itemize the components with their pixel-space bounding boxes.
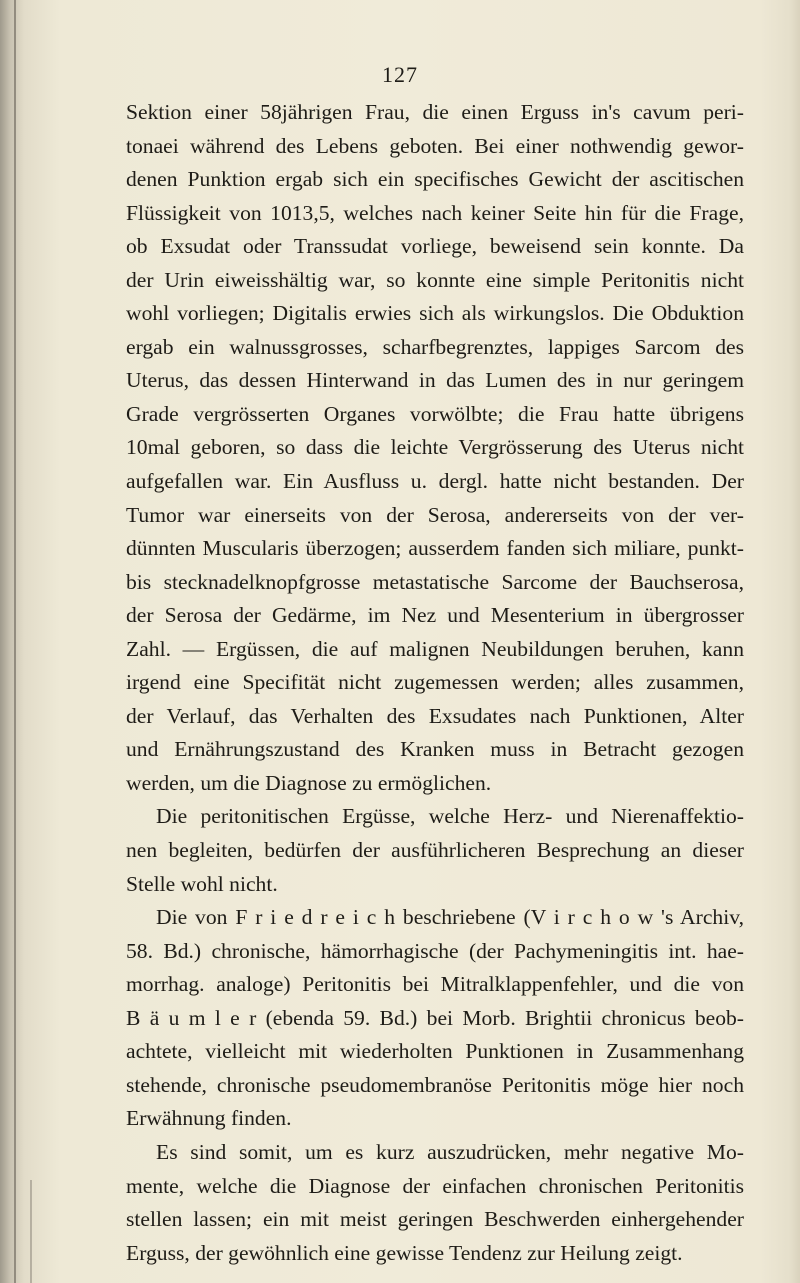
text-line: ob Exsudat oder Transsudat vorliege, beweisend sein konnte. Da	[126, 234, 744, 259]
text-line: der Serosa der Gedärme, im Nez und Mesenterium in übergrosser	[126, 603, 744, 628]
text-line: der Verlauf, das Verhalten des Exsudates nach Punktionen, Alter	[126, 703, 744, 728]
text-line: 58. Bd.) chronische, hämorrhagische (der Pachymeningitis int. hae-	[126, 938, 744, 963]
text-line: der Urin eiweisshältig war, so konnte eine simple Peritonitis nicht	[126, 267, 744, 292]
text-line: Stelle wohl nicht.	[126, 871, 278, 896]
binding-shadow-line-inner	[30, 1180, 32, 1283]
text-line: stellen lassen; ein mit meist geringen Beschwerden einhergehender	[126, 1207, 744, 1232]
text-line: tonaei während des Lebens geboten. Bei einer nothwendig gewor-	[126, 133, 744, 158]
page-number: 127	[382, 62, 418, 87]
text-line: Flüssigkeit von 1013,5, welches nach keiner Seite hin für die Frage,	[126, 200, 744, 225]
text-line: Grade vergrösserten Organes vorwölbte; die Frau hatte übrigens	[126, 401, 744, 426]
text-line: wohl vorliegen; Digitalis erwies sich als wirkungslos. Die Obduktion	[126, 301, 744, 326]
text-line: aufgefallen war. Ein Ausfluss u. dergl. hatte nicht bestanden. Der	[126, 469, 744, 494]
text-line: irgend eine Specifität nicht zugemessen werden; alles zusammen,	[126, 670, 744, 695]
text-line: Es sind somit, um es kurz auszudrücken, mehr negative Mo-	[156, 1139, 744, 1164]
binding-shadow-line	[14, 0, 16, 1283]
body-text	[126, 96, 744, 1270]
text-line: Die von F r i e d r e i c h beschriebene (V i r c h o w 's Archiv,	[156, 905, 744, 930]
text-line: nen begleiten, bedürfen der ausführlicheren Besprechung an dieser	[126, 838, 744, 863]
text-line: dünnten Muscularis überzogen; ausserdem fanden sich miliare, punkt-	[126, 536, 744, 561]
text-line: achtete, vielleicht mit wiederholten Punktionen in Zusammenhang	[126, 1039, 744, 1064]
text-line: und Ernährungszustand des Kranken muss in Betracht gezogen	[126, 737, 744, 762]
text-line: Uterus, das dessen Hinterwand in das Lumen des in nur geringem	[126, 368, 744, 393]
text-line: 10mal geboren, so dass die leichte Vergrösserung des Uterus nicht	[126, 435, 744, 460]
text-line: Erguss, der gewöhnlich eine gewisse Tendenz zur Heilung zeigt.	[126, 1240, 683, 1265]
text-line: mente, welche die Diagnose der einfachen chronischen Peritonitis	[126, 1173, 744, 1198]
text-line: B ä u m l e r (ebenda 59. Bd.) bei Morb. Brightii chronicus beob-	[126, 1005, 744, 1030]
text-line: denen Punktion ergab sich ein specifisches Gewicht der ascitischen	[126, 167, 744, 192]
text-line: Erwähnung finden.	[126, 1106, 292, 1131]
text-line: Tumor war einerseits von der Serosa, andererseits von der ver-	[126, 502, 744, 527]
text-line: bis stecknadelknopfgrosse metastatische Sarcome der Bauchserosa,	[126, 569, 744, 594]
text-line: Die peritonitischen Ergüsse, welche Herz- und Nierenaffektio-	[156, 804, 744, 829]
text-line: morrhag. analoge) Peritonitis bei Mitralklappenfehler, und die von	[126, 972, 744, 997]
text-line: stehende, chronische pseudomembranöse Peritonitis möge hier noch	[126, 1072, 744, 1097]
text-line: Sektion einer 58jährigen Frau, die einen Erguss in's cavum peri-	[126, 100, 744, 124]
text-line: ergab ein walnussgrosses, scharfbegrenztes, lappiges Sarcom des	[126, 334, 744, 359]
text-line: Zahl. — Ergüssen, die auf malignen Neubildungen beruhen, kann	[126, 636, 744, 661]
text-line: werden, um die Diagnose zu ermöglichen.	[126, 770, 492, 795]
